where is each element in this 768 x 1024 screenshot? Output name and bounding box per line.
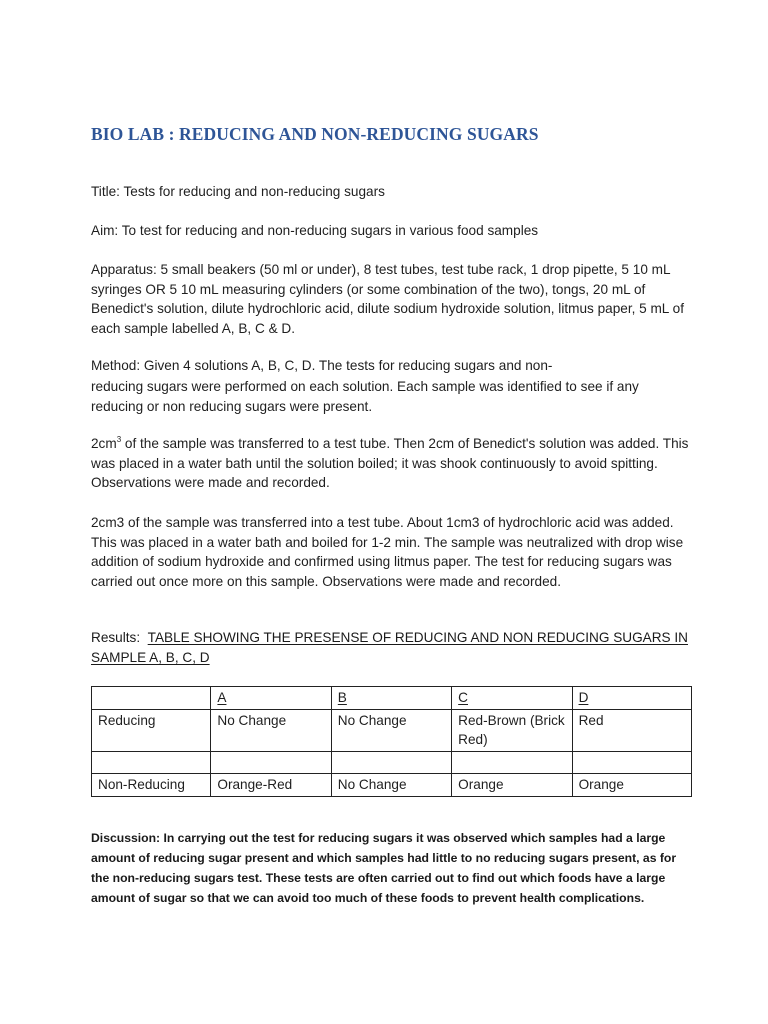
results-caption: TABLE SHOWING THE PRESENSE OF REDUCING AND NON REDUCING SUGARS IN SAMPLE A, B, C, D — [91, 630, 688, 665]
table-cell: No Change — [331, 710, 451, 752]
table-row-non-reducing — [92, 774, 692, 797]
table-header-cell: B — [331, 687, 451, 710]
table-cell: No Change — [331, 774, 451, 797]
table-cell — [331, 752, 451, 774]
table-cell: No Change — [211, 710, 331, 752]
results-heading — [91, 628, 691, 668]
table-header-cell — [92, 687, 211, 710]
table-header-row — [92, 687, 692, 710]
table-cell: Orange — [452, 774, 572, 797]
table-cell: Reducing — [92, 710, 211, 752]
discussion-paragraph: Discussion: In carrying out the test for reducing sugars it was observed which samples had a large amount of reducing sugar present and which samples had little to no reducing sugars present, as for the non-reducing sugars test. These tests are often carried out to find out which foods have a large amount of sugar so that we can avoid too much of these foods to prevent health complications. — [91, 831, 677, 905]
table-cell — [572, 752, 691, 774]
table-header-cell: A — [211, 687, 331, 710]
method-line-2: reducing sugars were performed on each solution. Each sample was identified to see if any — [91, 378, 639, 394]
table-header-cell: D — [572, 687, 691, 710]
table-header-cell: C — [452, 687, 572, 710]
table-row-reducing — [92, 710, 692, 752]
results-table — [91, 686, 692, 797]
method-line-3: reducing or non reducing sugars were present. — [91, 399, 373, 414]
results-label: Results: — [91, 630, 141, 645]
document-heading: BIO LAB : REDUCING AND NON-REDUCING SUGARS — [91, 124, 539, 144]
table-cell — [452, 752, 572, 774]
table-row-empty — [92, 752, 692, 774]
aim-line: Aim: To test for reducing and non-reducing sugars in various food samples — [91, 223, 539, 238]
table-cell: Red-Brown (Brick Red) — [452, 710, 572, 752]
table-cell — [211, 752, 331, 774]
table-cell: Orange — [572, 774, 691, 797]
procedure-step-2: 2cm3 of the sample was transferred into a test tube. About 1cm3 of hydrochloric acid was added. This was placed in a water bath and boiled for 1-2 min. The sample was neutralized with drop wise addition of sodium hydroxide and confirmed using litmus paper. The test for reducing sugars was carried out once more on this sample. Observations were made and recorded. — [91, 515, 684, 589]
table-cell: Red — [572, 710, 691, 752]
table-cell: Non-Reducing — [92, 774, 211, 797]
title-line: Title: Tests for reducing and non-reducing sugars — [91, 184, 385, 199]
method-paragraph — [91, 356, 691, 417]
method-line-1: Method: Given 4 solutions A, B, C, D. The tests for reducing sugars and non- — [91, 358, 553, 373]
step1-prefix: 2cm — [91, 436, 117, 451]
apparatus-paragraph: Apparatus: 5 small beakers (50 ml or under), 8 test tubes, test tube rack, 1 drop pipette, 5 10 mL syringes OR 5 10 mL measuring cylinders (or some combination of the two), tongs, 20 mL of Benedict's solution, dilute hydrochloric acid, dilute sodium hydroxide solution, litmus paper, 5 mL of each sample labelled A, B, C & D. — [91, 262, 684, 336]
step1-rest: of the sample was transferred to a test tube. Then 2cm of Benedict's solution was added. This was placed in a water bath until the solution boiled; it was shook continuously to avoid spitting. Observations were made and recorded. — [91, 436, 689, 490]
procedure-step-1 — [91, 434, 691, 493]
table-cell: Orange-Red — [211, 774, 331, 797]
step1-superscript: 3 — [116, 435, 122, 444]
table-cell — [92, 752, 211, 774]
